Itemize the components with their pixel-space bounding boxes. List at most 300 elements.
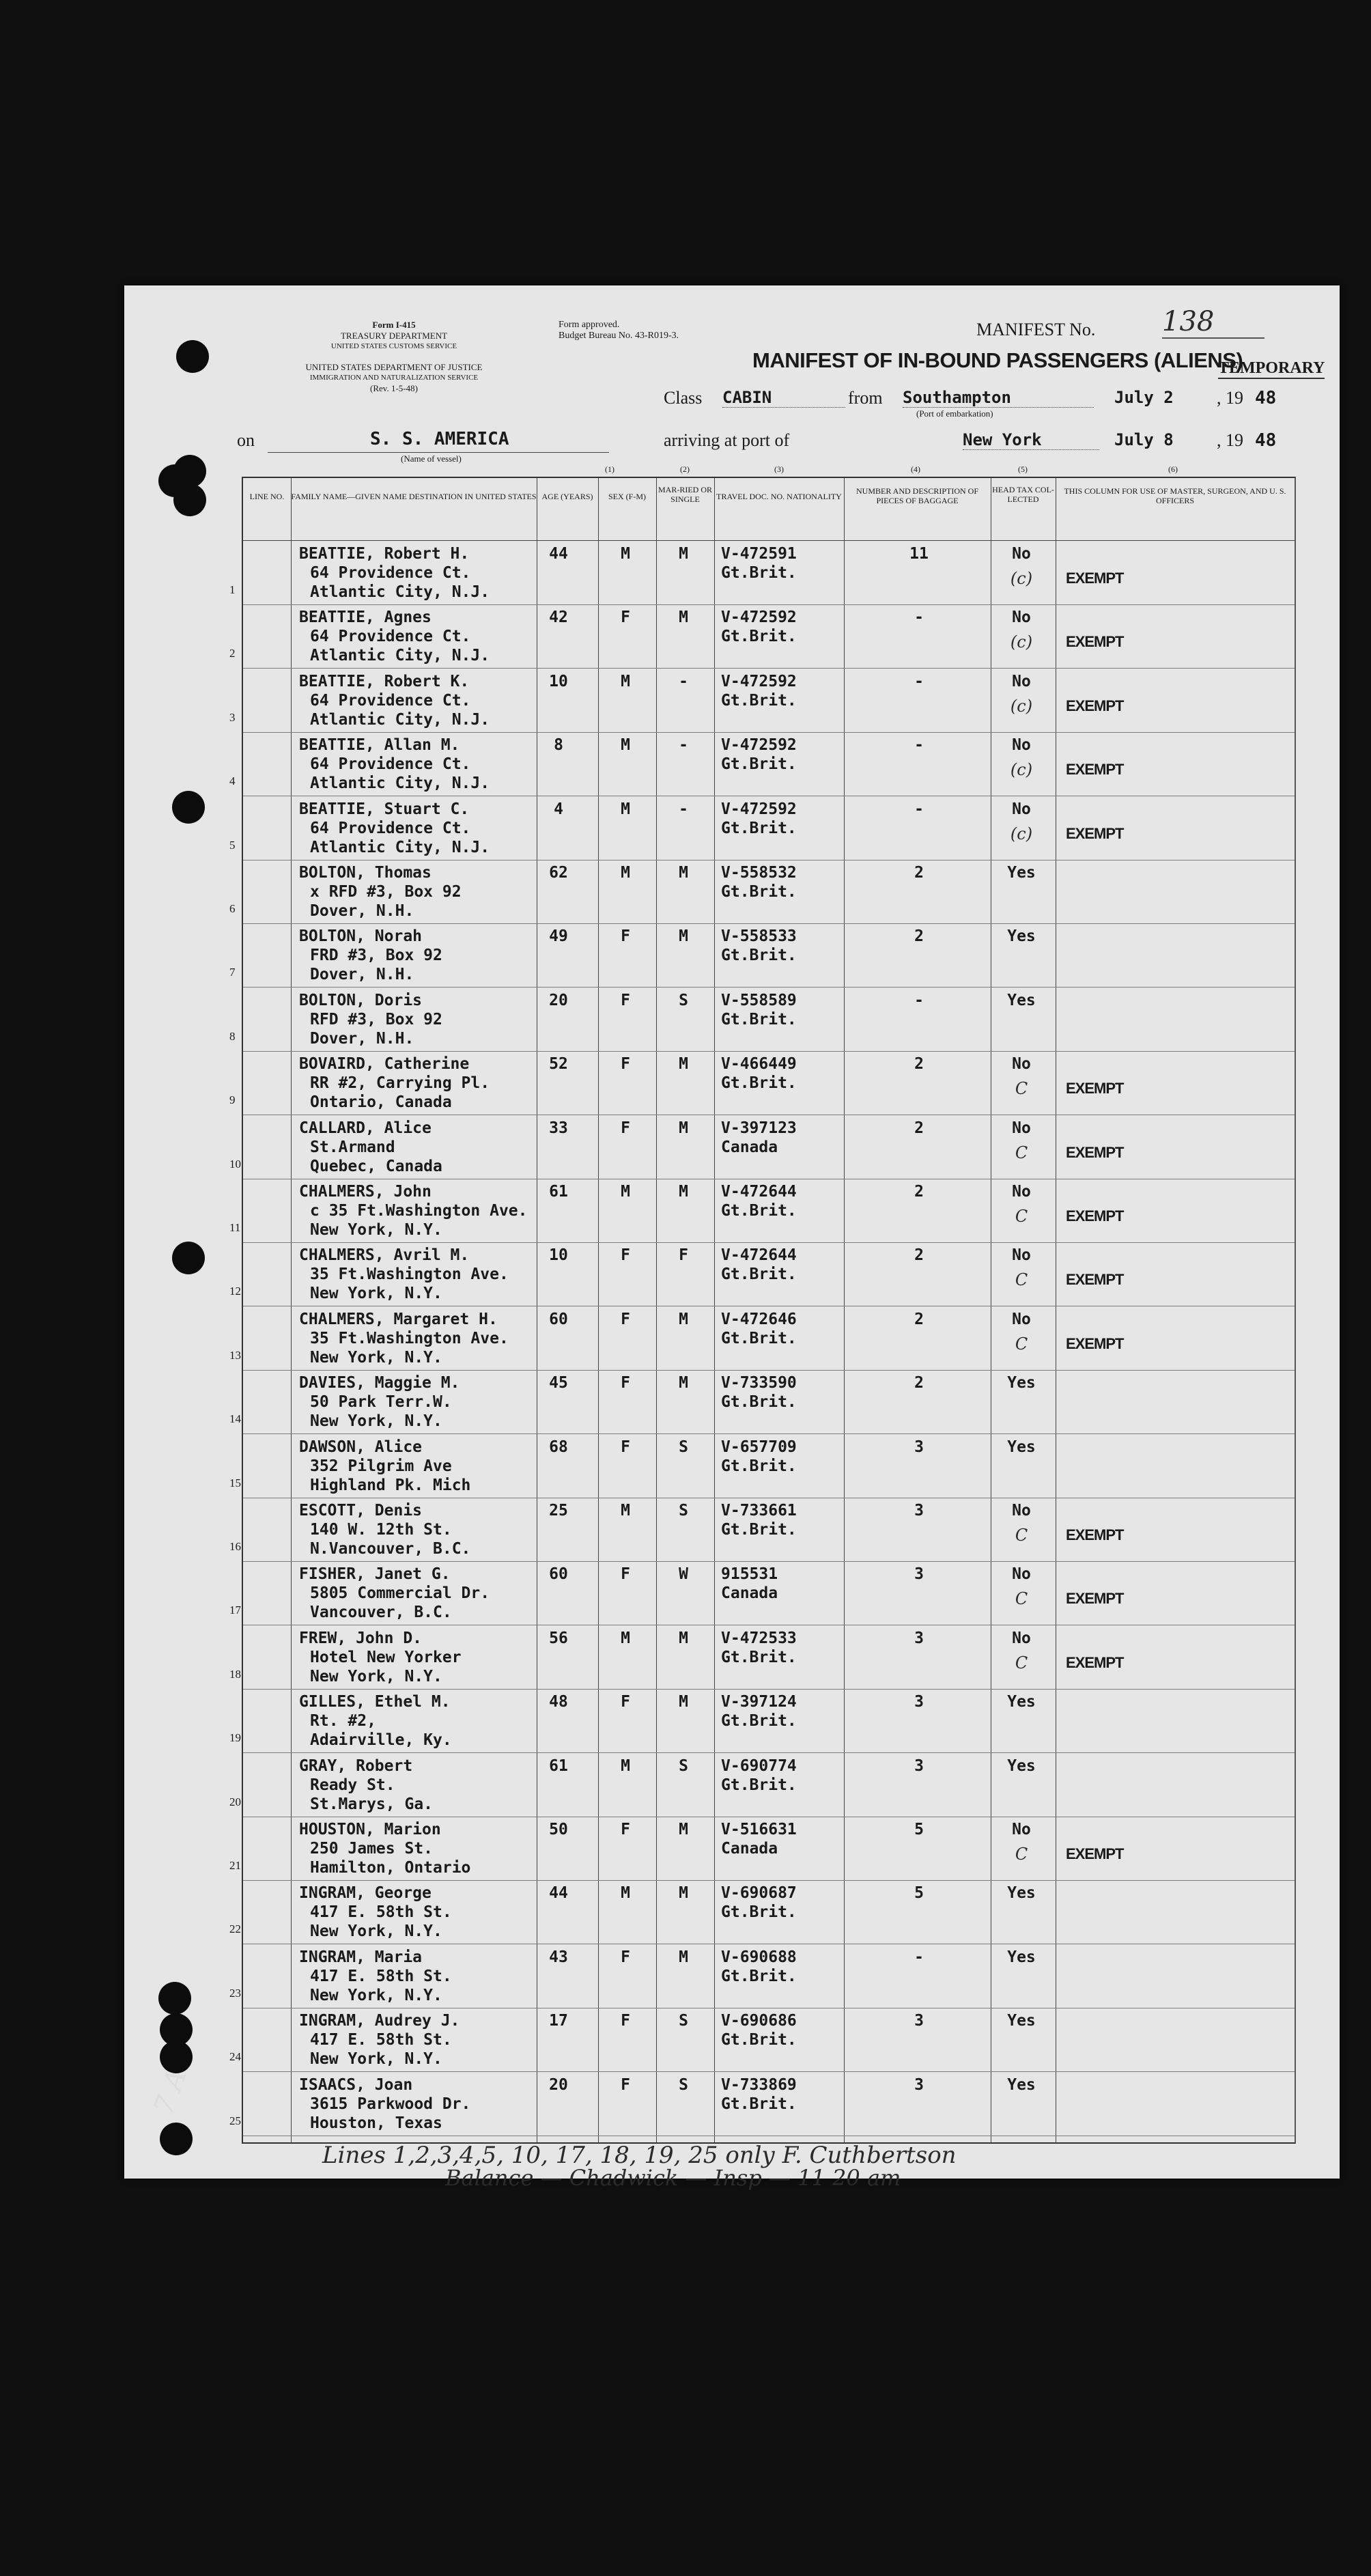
officer-stamp: EXEMPT bbox=[1066, 1080, 1124, 1097]
nationality: Gt.Brit. bbox=[721, 628, 797, 646]
line-number: 25 bbox=[229, 2114, 241, 2127]
baggage-count: 2 bbox=[914, 1246, 924, 1265]
line-number: 9 bbox=[229, 1093, 236, 1107]
officer-stamp: EXEMPT bbox=[1066, 1845, 1124, 1862]
passenger-sex: M bbox=[621, 1884, 630, 1903]
head-tax: Yes bbox=[1007, 1374, 1036, 1392]
table-row bbox=[229, 1370, 1295, 1434]
head-tax: No bbox=[1012, 1119, 1031, 1137]
line-number: 4 bbox=[229, 774, 236, 788]
nationality: Gt.Brit. bbox=[721, 2031, 797, 2049]
marital-status: M bbox=[679, 1821, 688, 1838]
punch-hole bbox=[173, 455, 206, 488]
passenger-name: INGRAM, George bbox=[299, 1884, 432, 1903]
head-tax-mark: C bbox=[1015, 1526, 1028, 1545]
address-line-2: New York, N.Y. bbox=[310, 1285, 442, 1303]
passenger-sex: F bbox=[621, 1246, 630, 1265]
treasury-department: TREASURY DEPARTMENT bbox=[340, 331, 448, 341]
address-line-1: RFD #3, Box 92 bbox=[310, 1010, 442, 1028]
passenger-age: 50 bbox=[549, 1821, 568, 1838]
address-line-2: Dover, N.H. bbox=[310, 902, 414, 920]
marital-status: - bbox=[679, 672, 688, 690]
address-line-1: Hotel New Yorker bbox=[310, 1648, 462, 1666]
address-line-1: 64 Providence Ct. bbox=[310, 628, 471, 646]
temporary-stamp: TEMPORARY bbox=[1218, 359, 1325, 379]
passenger-sex: F bbox=[621, 1374, 630, 1392]
marital-status: M bbox=[679, 1884, 688, 1903]
officer-stamp: EXEMPT bbox=[1066, 761, 1124, 779]
baggage-count: 3 bbox=[914, 2075, 924, 2094]
nationality: Gt.Brit. bbox=[721, 1010, 797, 1028]
head-tax-mark: C bbox=[1015, 1207, 1028, 1226]
table-row bbox=[229, 541, 1295, 605]
nationality: Gt.Brit. bbox=[721, 755, 797, 774]
col-header-travel-doc: TRAVEL DOC. NO. NATIONALITY bbox=[714, 478, 844, 541]
marital-status: S bbox=[679, 1756, 688, 1775]
table-row bbox=[229, 1179, 1295, 1243]
passenger-age: 42 bbox=[549, 608, 568, 627]
address-line-2: Houston, Texas bbox=[310, 2114, 442, 2132]
marital-status: S bbox=[679, 2012, 688, 2030]
line-number: 7 bbox=[229, 966, 236, 979]
address-line-1: 3615 Parkwood Dr. bbox=[310, 2095, 471, 2113]
passenger-name: CHALMERS, John bbox=[299, 1183, 432, 1201]
address-line-1: 417 E. 58th St. bbox=[310, 1967, 452, 1985]
passenger-sex: F bbox=[621, 991, 630, 1009]
nationality: Gt.Brit. bbox=[721, 1265, 797, 1284]
address-line-1: 64 Providence Ct. bbox=[310, 819, 471, 837]
head-tax: No bbox=[1012, 608, 1031, 627]
col-header-name: FAMILY NAME—GIVEN NAME DESTINATION IN UNITED STATES bbox=[291, 478, 537, 541]
passenger-sex: F bbox=[621, 1948, 630, 1966]
ins-service: IMMIGRATION AND NATURALIZATION SERVICE bbox=[309, 374, 479, 382]
baggage-count: - bbox=[914, 672, 924, 690]
col-header-sex: SEX (F-M) bbox=[598, 478, 656, 541]
head-tax: Yes bbox=[1007, 864, 1036, 882]
passenger-sex: F bbox=[621, 2012, 630, 2030]
travel-doc-no: V-397124 bbox=[721, 1693, 797, 1711]
passenger-name: BOLTON, Thomas bbox=[299, 864, 432, 882]
nationality: Canada bbox=[721, 1138, 778, 1156]
passenger-age: 61 bbox=[549, 1756, 568, 1775]
officer-stamp: EXEMPT bbox=[1066, 1590, 1124, 1608]
marital-status: M bbox=[679, 1948, 688, 1966]
table-row bbox=[229, 1434, 1295, 1498]
revision-date: (Rev. 1-5-48) bbox=[370, 383, 418, 393]
passenger-sex: F bbox=[621, 1565, 630, 1584]
head-tax: No bbox=[1012, 1055, 1031, 1074]
class-value: CABIN bbox=[722, 388, 845, 408]
punch-hole bbox=[176, 340, 209, 373]
travel-doc-no: V-690774 bbox=[721, 1756, 797, 1775]
baggage-count: 2 bbox=[914, 1310, 924, 1328]
passenger-name: FREW, John D. bbox=[299, 1629, 423, 1647]
table-row bbox=[229, 1753, 1295, 1817]
head-tax: No bbox=[1012, 1183, 1031, 1201]
vessel-caption: (Name of vessel) bbox=[401, 453, 462, 464]
table-row bbox=[229, 860, 1295, 924]
departure-year-prefix: , 19 bbox=[1217, 388, 1243, 408]
vessel-underline bbox=[268, 452, 609, 453]
address-line-1: 250 James St. bbox=[310, 1840, 434, 1858]
head-tax: Yes bbox=[1007, 927, 1036, 946]
travel-doc-no: V-690687 bbox=[721, 1884, 797, 1903]
marital-status: M bbox=[679, 608, 688, 627]
travel-doc-no: V-690688 bbox=[721, 1948, 797, 1966]
passenger-age: 68 bbox=[549, 1438, 568, 1456]
head-tax-mark: C bbox=[1015, 1653, 1028, 1672]
passenger-age: 20 bbox=[549, 2075, 568, 2094]
table-row bbox=[229, 1051, 1295, 1115]
head-tax: Yes bbox=[1007, 991, 1036, 1009]
head-tax: No bbox=[1012, 1629, 1031, 1647]
passenger-sex: F bbox=[621, 927, 630, 946]
officer-stamp: EXEMPT bbox=[1066, 1653, 1124, 1671]
travel-doc-no: V-472592 bbox=[721, 736, 797, 755]
line-number: 16 bbox=[229, 1540, 241, 1553]
baggage-count: 5 bbox=[914, 1884, 924, 1903]
head-tax: Yes bbox=[1007, 1438, 1036, 1456]
passenger-sex: F bbox=[621, 608, 630, 627]
address-line-1: c 35 Ft.Washington Ave. bbox=[310, 1202, 528, 1220]
officer-stamp: EXEMPT bbox=[1066, 1526, 1124, 1543]
marital-status: - bbox=[679, 736, 688, 755]
baggage-count: 3 bbox=[914, 1693, 924, 1711]
side-margin-mark: 7 A bbox=[147, 2064, 193, 2119]
baggage-count: 2 bbox=[914, 927, 924, 946]
address-line-2: Quebec, Canada bbox=[310, 1157, 442, 1175]
footer-note-2: Balance — Chadwick — Insp — 11 20 am bbox=[445, 2165, 901, 2191]
address-line-2: New York, N.Y. bbox=[310, 1412, 442, 1431]
footer-note-1: Lines 1,2,3,4,5, 10, 17, 18, 19, 25 only F. Cuthbertson bbox=[322, 2142, 957, 2169]
nationality: Canada bbox=[721, 1584, 778, 1603]
head-tax-mark: (c) bbox=[1010, 569, 1033, 588]
address-line-1: 64 Providence Ct. bbox=[310, 755, 471, 774]
address-line-2: St.Marys, Ga. bbox=[310, 1795, 434, 1813]
passenger-age: 17 bbox=[549, 2012, 568, 2030]
travel-doc-no: V-558533 bbox=[721, 927, 797, 946]
passenger-age: 45 bbox=[549, 1374, 568, 1392]
head-tax-mark: (c) bbox=[1010, 760, 1033, 780]
head-tax-mark: C bbox=[1015, 1589, 1028, 1609]
travel-doc-no: V-657709 bbox=[721, 1438, 797, 1456]
line-number: 5 bbox=[229, 838, 236, 852]
table-row bbox=[229, 988, 1295, 1052]
port-of-embarkation: Southampton bbox=[903, 388, 1094, 408]
travel-doc-no: V-472646 bbox=[721, 1310, 797, 1328]
on-label: on bbox=[237, 430, 255, 450]
travel-doc-no: V-472592 bbox=[721, 672, 797, 690]
passenger-name: CHALMERS, Avril M. bbox=[299, 1246, 470, 1265]
manifest-title: MANIFEST OF IN-BOUND PASSENGERS (ALIENS) bbox=[752, 348, 1243, 372]
line-number: 23 bbox=[229, 1986, 241, 2000]
passenger-age: 56 bbox=[549, 1629, 568, 1647]
punch-hole bbox=[172, 791, 205, 824]
address-line-2: Hamilton, Ontario bbox=[310, 1859, 471, 1877]
address-line-1: 35 Ft.Washington Ave. bbox=[310, 1265, 509, 1284]
officer-stamp: EXEMPT bbox=[1066, 1143, 1124, 1161]
baggage-count: 2 bbox=[914, 1183, 924, 1201]
passenger-age: 52 bbox=[549, 1055, 568, 1074]
punch-hole bbox=[172, 1242, 205, 1274]
line-number: 22 bbox=[229, 1922, 241, 1936]
head-tax: Yes bbox=[1007, 1693, 1036, 1711]
passenger-sex: M bbox=[621, 1756, 630, 1775]
marital-status: - bbox=[679, 800, 688, 818]
passenger-sex: F bbox=[621, 1693, 630, 1711]
line-number: 15 bbox=[229, 1476, 241, 1489]
address-line-1: 64 Providence Ct. bbox=[310, 564, 471, 582]
address-line-1: 140 W. 12th St. bbox=[310, 1521, 452, 1539]
line-number: 17 bbox=[229, 1604, 241, 1617]
passenger-age: 60 bbox=[549, 1565, 568, 1584]
marital-status: M bbox=[679, 1374, 688, 1392]
passenger-name: DAWSON, Alice bbox=[299, 1438, 423, 1456]
passenger-name: INGRAM, Audrey J. bbox=[299, 2012, 460, 2030]
address-line-2: New York, N.Y. bbox=[310, 1667, 442, 1685]
marital-status: W bbox=[679, 1565, 688, 1584]
line-number: 2 bbox=[229, 647, 236, 660]
head-tax-mark: C bbox=[1015, 1079, 1028, 1099]
arrival-year: 48 bbox=[1255, 430, 1277, 451]
travel-doc-no: V-472644 bbox=[721, 1183, 797, 1201]
departure-year: 48 bbox=[1255, 388, 1277, 408]
address-line-2: Atlantic City, N.J. bbox=[310, 838, 490, 856]
address-line-2: New York, N.Y. bbox=[310, 1986, 442, 2004]
address-line-2: Dover, N.H. bbox=[310, 1029, 414, 1048]
travel-doc-no: V-397123 bbox=[721, 1119, 797, 1137]
col-header-line: LINE NO. bbox=[243, 478, 291, 541]
travel-doc-no: V-472592 bbox=[721, 800, 797, 818]
head-tax-mark: C bbox=[1015, 1334, 1028, 1354]
address-line-1: St.Armand bbox=[310, 1138, 395, 1156]
head-tax: No bbox=[1012, 1246, 1031, 1265]
officer-stamp: EXEMPT bbox=[1066, 1334, 1124, 1352]
address-line-1: 417 E. 58th St. bbox=[310, 1903, 452, 1922]
passenger-name: CHALMERS, Margaret H. bbox=[299, 1310, 498, 1328]
passenger-name: GILLES, Ethel M. bbox=[299, 1693, 451, 1711]
nationality: Gt.Brit. bbox=[721, 2095, 797, 2113]
travel-doc-no: V-558532 bbox=[721, 864, 797, 882]
head-tax: No bbox=[1012, 1502, 1031, 1520]
passenger-name: BEATTIE, Stuart C. bbox=[299, 800, 470, 818]
head-tax-mark: (c) bbox=[1010, 632, 1033, 652]
line-number: 20 bbox=[229, 1795, 241, 1808]
marital-status: S bbox=[679, 1502, 688, 1520]
passenger-age: 43 bbox=[549, 1948, 568, 1966]
nationality: Gt.Brit. bbox=[721, 1457, 797, 1475]
passenger-sex: F bbox=[621, 1119, 630, 1137]
travel-doc-no: V-472592 bbox=[721, 608, 797, 627]
address-line-2: Adairville, Ky. bbox=[310, 1731, 452, 1750]
travel-doc-no: V-466449 bbox=[721, 1055, 797, 1074]
passenger-name: BOVAIRD, Catherine bbox=[299, 1055, 470, 1074]
marital-status: M bbox=[679, 1055, 688, 1074]
marital-status: S bbox=[679, 1438, 688, 1456]
line-number: 1 bbox=[229, 583, 236, 596]
col-number: (2) bbox=[680, 464, 690, 474]
line-number: 13 bbox=[229, 1348, 241, 1362]
nationality: Gt.Brit. bbox=[721, 1776, 797, 1794]
col-header-officers: THIS COLUMN FOR USE OF MASTER, SURGEON, AND U. S. OFFICERS bbox=[1056, 478, 1295, 541]
table-row bbox=[229, 604, 1295, 669]
nationality: Gt.Brit. bbox=[721, 1521, 797, 1539]
nationality: Gt.Brit. bbox=[721, 1202, 797, 1220]
line-number: 10 bbox=[229, 1157, 241, 1171]
address-line-2: Vancouver, B.C. bbox=[310, 1604, 452, 1622]
passenger-sex: F bbox=[621, 1821, 630, 1838]
travel-doc-no: V-472533 bbox=[721, 1629, 797, 1647]
head-tax: No bbox=[1012, 1310, 1031, 1328]
passenger-age: 20 bbox=[549, 991, 568, 1009]
manifest-no-label: MANIFEST No. bbox=[976, 320, 1096, 339]
passenger-sex: M bbox=[621, 800, 630, 818]
nationality: Gt.Brit. bbox=[721, 564, 797, 582]
passenger-sex: M bbox=[621, 1502, 630, 1520]
head-tax: No bbox=[1012, 1821, 1031, 1838]
head-tax: No bbox=[1012, 736, 1031, 755]
table-row bbox=[229, 2072, 1295, 2136]
address-line-1: FRD #3, Box 92 bbox=[310, 947, 442, 965]
line-number: 24 bbox=[229, 2050, 241, 2064]
passenger-sex: M bbox=[621, 1183, 630, 1201]
nationality: Gt.Brit. bbox=[721, 883, 797, 901]
baggage-count: 2 bbox=[914, 1374, 924, 1392]
baggage-count: 2 bbox=[914, 1055, 924, 1074]
address-line-2: Atlantic City, N.J. bbox=[310, 583, 490, 601]
col-header-head-tax: HEAD TAX COL-LECTED bbox=[991, 478, 1056, 541]
passenger-sex: M bbox=[621, 736, 630, 755]
travel-doc-no: V-733590 bbox=[721, 1374, 797, 1392]
col-number: (1) bbox=[605, 464, 614, 474]
arrival-year-prefix: , 19 bbox=[1217, 430, 1243, 450]
table-row bbox=[229, 1242, 1295, 1306]
travel-doc-no: V-472591 bbox=[721, 545, 797, 563]
officer-stamp: EXEMPT bbox=[1066, 824, 1124, 842]
form-number: Form I-415 bbox=[372, 320, 416, 330]
address-line-2: New York, N.Y. bbox=[310, 1348, 442, 1367]
col-number: (3) bbox=[774, 464, 784, 474]
address-line-2: Highland Pk. Mich bbox=[310, 1476, 471, 1494]
passenger-sex: M bbox=[621, 545, 630, 563]
budget-bureau: Budget Bureau No. 43-R019-3. bbox=[559, 331, 679, 341]
head-tax: Yes bbox=[1007, 2075, 1036, 2094]
table-row bbox=[229, 1944, 1295, 2008]
head-tax: No bbox=[1012, 545, 1031, 563]
table-row bbox=[229, 923, 1295, 988]
head-tax-mark: (c) bbox=[1010, 696, 1033, 716]
passenger-age: 25 bbox=[549, 1502, 568, 1520]
baggage-count: 3 bbox=[914, 1629, 924, 1647]
passenger-name: GRAY, Robert bbox=[299, 1756, 413, 1775]
line-number: 19 bbox=[229, 1731, 241, 1745]
punch-hole bbox=[173, 484, 206, 516]
form-approved: Form approved. bbox=[559, 320, 620, 330]
marital-status: F bbox=[679, 1246, 688, 1265]
nationality: Gt.Brit. bbox=[721, 1074, 797, 1093]
baggage-count: - bbox=[914, 608, 924, 627]
address-line-1: 35 Ft.Washington Ave. bbox=[310, 1329, 509, 1347]
passenger-name: BEATTIE, Robert K. bbox=[299, 672, 470, 690]
passenger-name: BEATTIE, Agnes bbox=[299, 608, 432, 627]
col-header-married: MAR-RIED OR SINGLE bbox=[656, 478, 714, 541]
line-number: 3 bbox=[229, 710, 236, 724]
address-line-1: Rt. #2, bbox=[310, 1712, 376, 1731]
address-line-1: 352 Pilgrim Ave bbox=[310, 1457, 452, 1475]
head-tax: Yes bbox=[1007, 2012, 1036, 2030]
punch-hole bbox=[158, 1982, 191, 2015]
baggage-count: - bbox=[914, 1948, 924, 1966]
travel-doc-no: V-558589 bbox=[721, 991, 797, 1009]
marital-status: M bbox=[679, 927, 688, 946]
officer-stamp: EXEMPT bbox=[1066, 633, 1124, 651]
address-line-1: 417 E. 58th St. bbox=[310, 2031, 452, 2049]
from-label: from bbox=[848, 388, 883, 408]
table-row bbox=[229, 796, 1295, 860]
table-row bbox=[229, 1306, 1295, 1371]
passenger-name: DAVIES, Maggie M. bbox=[299, 1374, 460, 1392]
travel-doc-no: V-733661 bbox=[721, 1502, 797, 1520]
head-tax-mark: C bbox=[1015, 1143, 1028, 1162]
line-number: 12 bbox=[229, 1285, 241, 1298]
passenger-name: BEATTIE, Allan M. bbox=[299, 736, 460, 755]
nationality: Gt.Brit. bbox=[721, 819, 797, 837]
manifest-no-value: 138 bbox=[1162, 306, 1264, 339]
col-header-age: AGE (YEARS) bbox=[537, 478, 598, 541]
passenger-sex: M bbox=[621, 672, 630, 690]
travel-doc-no: 915531 bbox=[721, 1565, 778, 1584]
port-embark-caption: (Port of embarkation) bbox=[916, 408, 993, 419]
nationality: Gt.Brit. bbox=[721, 1712, 797, 1731]
officer-stamp: EXEMPT bbox=[1066, 570, 1124, 587]
passenger-sex: F bbox=[621, 1310, 630, 1328]
head-tax-mark: C bbox=[1015, 1845, 1028, 1864]
head-tax: No bbox=[1012, 800, 1031, 818]
passenger-age: 4 bbox=[554, 800, 563, 818]
passenger-sex: F bbox=[621, 2075, 630, 2094]
address-line-2: N.Vancouver, B.C. bbox=[310, 1540, 471, 1558]
nationality: Gt.Brit. bbox=[721, 947, 797, 965]
passenger-sex: M bbox=[621, 1629, 630, 1647]
manifest-page bbox=[124, 285, 1340, 2191]
baggage-count: - bbox=[914, 800, 924, 818]
punch-hole bbox=[160, 2123, 193, 2155]
passenger-age: 61 bbox=[549, 1183, 568, 1201]
head-tax-mark: C bbox=[1015, 1270, 1028, 1290]
address-line-1: 64 Providence Ct. bbox=[310, 691, 471, 710]
line-number: 8 bbox=[229, 1029, 236, 1043]
marital-status: M bbox=[679, 864, 688, 882]
line-number: 6 bbox=[229, 902, 236, 915]
passenger-sex: M bbox=[621, 864, 630, 882]
nationality: Canada bbox=[721, 1840, 778, 1858]
passenger-name: BEATTIE, Robert H. bbox=[299, 545, 470, 563]
address-line-1: 5805 Commercial Dr. bbox=[310, 1584, 490, 1603]
officer-stamp: EXEMPT bbox=[1066, 1271, 1124, 1289]
travel-doc-no: V-472644 bbox=[721, 1246, 797, 1265]
address-line-2: New York, N.Y. bbox=[310, 1922, 442, 1941]
marital-status: M bbox=[679, 1183, 688, 1201]
vessel-name: S. S. AMERICA bbox=[370, 429, 509, 449]
head-tax: Yes bbox=[1007, 1884, 1036, 1903]
arrival-date: July 8 bbox=[1114, 430, 1174, 449]
col-header-baggage: NUMBER AND DESCRIPTION OF PIECES OF BAGGAGE bbox=[844, 478, 991, 541]
passenger-name: BOLTON, Doris bbox=[299, 991, 423, 1009]
table-row bbox=[229, 1561, 1295, 1625]
officer-stamp: EXEMPT bbox=[1066, 697, 1124, 714]
table-row bbox=[229, 1880, 1295, 1944]
passenger-name: BOLTON, Norah bbox=[299, 927, 423, 946]
